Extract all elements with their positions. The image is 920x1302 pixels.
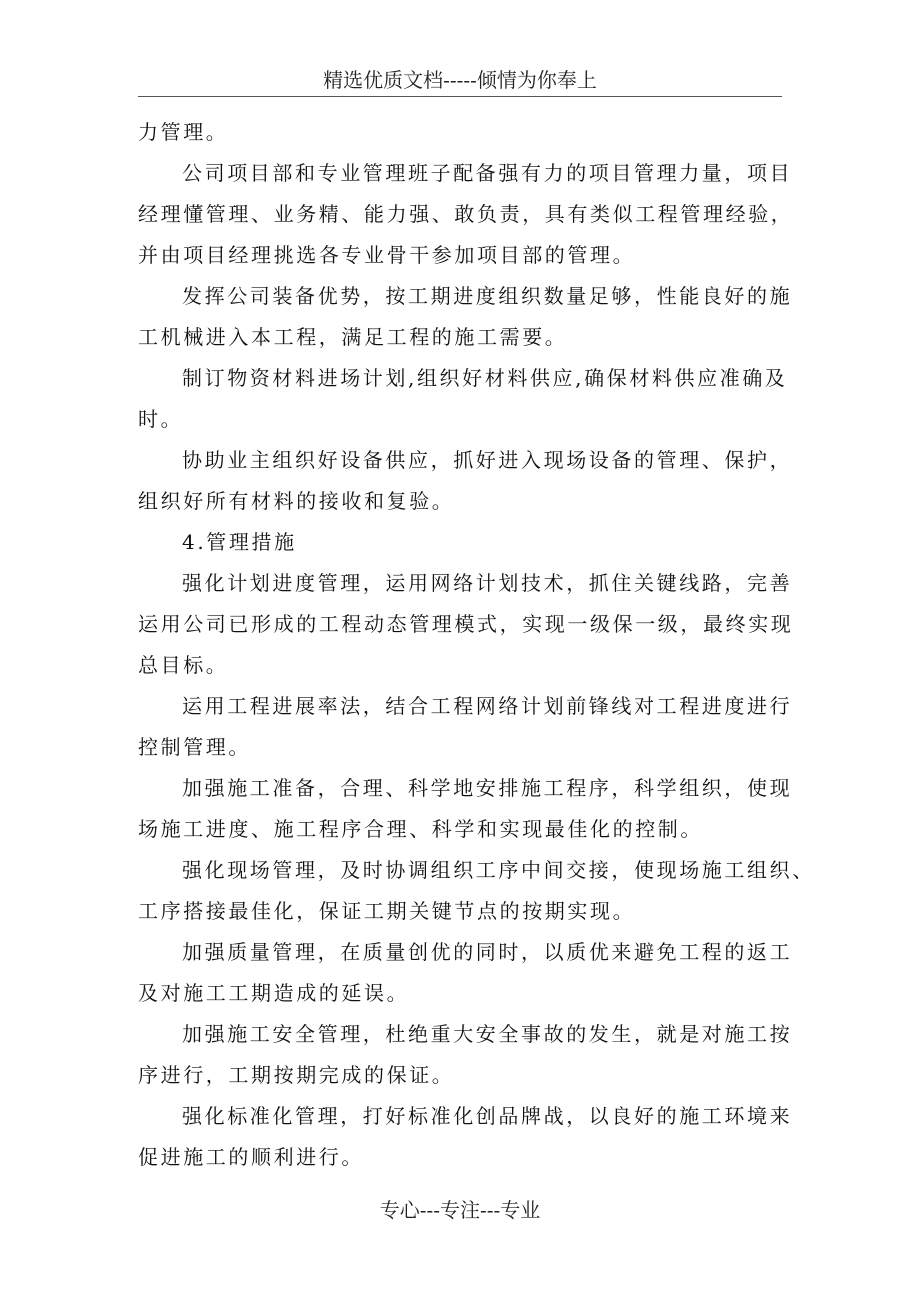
page-footer xyxy=(0,1194,920,1226)
text-line: 总目标。 xyxy=(138,653,229,677)
header-title: 精选优质文档-----倾情为你奉上 xyxy=(323,68,597,92)
text-line: 经理懂管理、业务精、能力强、敢负责，具有类似工程管理经验， xyxy=(138,202,794,226)
text-line: 场施工进度、施工程序合理、科学和实现最佳化的控制。 xyxy=(138,817,703,841)
footer-text: 专心---专注---专业 xyxy=(379,1198,541,1222)
section-heading: 4.管理措施 xyxy=(182,530,297,554)
text-line: 发挥公司装备优势，按工期进度组织数量足够，性能良好的施 xyxy=(182,284,793,308)
text-line: 组织好所有材料的接收和复验。 xyxy=(138,489,455,513)
text-line: 序进行，工期按期完成的保证。 xyxy=(138,1063,455,1087)
text-line: 运用工程进展率法，结合工程网络计划前锋线对工程进度进行 xyxy=(182,694,793,718)
page-header xyxy=(138,64,782,97)
text-line: 运用公司已形成的工程动态管理模式，实现一级保一级，最终实现 xyxy=(138,612,794,636)
text-line: 力管理。 xyxy=(138,120,229,144)
text-line: 强化标准化管理，打好标准化创品牌战，以良好的施工环境来 xyxy=(182,1104,793,1128)
text-line: 加强施工准备，合理、科学地安排施工程序，科学组织，使现 xyxy=(182,776,793,800)
text-line: 强化现场管理，及时协调组织工序中间交接，使现场施工组织、 xyxy=(182,858,815,882)
text-line: 并由项目经理挑选各专业骨干参加项目部的管理。 xyxy=(138,243,636,267)
text-line: 工序搭接最佳化，保证工期关键节点的按期实现。 xyxy=(138,899,636,923)
text-line: 时。 xyxy=(138,407,184,431)
text-line: 加强质量管理，在质量创优的同时，以质优来避免工程的返工 xyxy=(182,940,793,964)
text-line: 促进施工的顺利进行。 xyxy=(138,1145,364,1169)
text-line: 工机械进入本工程，满足工程的施工需要。 xyxy=(138,325,568,349)
text-line: 加强施工安全管理，杜绝重大安全事故的发生，就是对施工按 xyxy=(182,1022,793,1046)
text-line: 制订物资材料进场计划,组织好材料供应,确保材料供应准确及 xyxy=(182,366,788,390)
text-line: 及对施工工期造成的延误。 xyxy=(138,981,410,1005)
text-line: 控制管理。 xyxy=(138,735,251,759)
text-line: 强化计划进度管理，运用网络计划技术，抓住关键线路，完善 xyxy=(182,571,793,595)
document-body xyxy=(138,112,815,1178)
text-line: 协助业主组织好设备供应，抓好进入现场设备的管理、保护， xyxy=(182,448,793,472)
text-line: 公司项目部和专业管理班子配备强有力的项目管理力量，项目 xyxy=(182,161,793,185)
